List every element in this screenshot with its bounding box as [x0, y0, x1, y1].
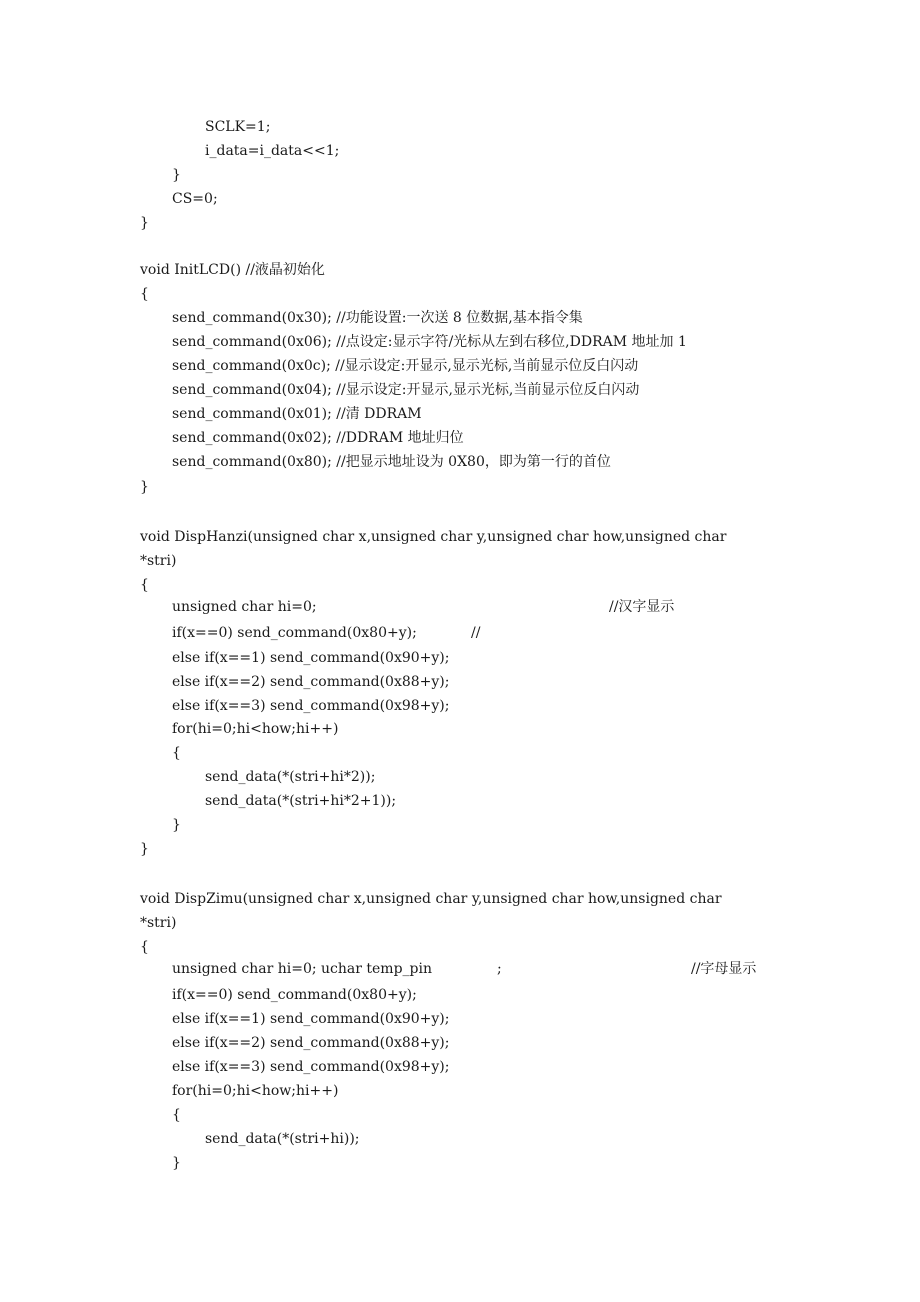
code-line: } [172, 167, 181, 183]
code-comment: // [471, 625, 481, 641]
code-comment: //汉字显示 [609, 599, 675, 615]
function-signature: void DispZimu(unsigned char x,unsigned char y,unsigned char how,unsigned char [140, 891, 722, 907]
code-line: else if(x==2) send_command(0x88+y); [172, 1035, 450, 1051]
code-line: } [140, 841, 149, 857]
code-line: ; [497, 961, 502, 977]
code-line: else if(x==1) send_command(0x90+y); [172, 650, 450, 666]
code-line: unsigned char hi=0; uchar temp_pin [172, 961, 432, 977]
code-line: if(x==0) send_command(0x80+y); [172, 987, 417, 1003]
code-line: send_command(0x80); //把显示地址设为 0X80，即为第一行的首位 [172, 454, 611, 470]
code-line: { [172, 745, 181, 761]
code-line: unsigned char hi=0; [172, 599, 317, 615]
code-line: send_data(*(stri+hi)); [205, 1131, 360, 1147]
code-line: send_command(0x02); //DDRAM 地址归位 [172, 430, 464, 446]
code-line: *stri) [140, 915, 177, 931]
code-line: else if(x==3) send_command(0x98+y); [172, 698, 450, 714]
code-line: } [172, 817, 181, 833]
code-line: else if(x==2) send_command(0x88+y); [172, 674, 450, 690]
code-line: send_command(0x01); //清 DDRAM [172, 406, 422, 422]
code-line: { [140, 577, 149, 593]
code-line: *stri) [140, 553, 177, 569]
code-line: } [140, 215, 149, 231]
code-line: send_data(*(stri+hi*2)); [205, 769, 376, 785]
code-line: if(x==0) send_command(0x80+y); [172, 625, 417, 641]
code-line: SCLK=1; [205, 119, 271, 135]
code-line: send_command(0x0c); //显示设定:开显示,显示光标,当前显示位反白闪动 [172, 358, 639, 374]
code-line: send_command(0x06); //点设定:显示字符/光标从左到右移位,DDRAM 地址加 1 [172, 334, 687, 350]
function-signature: void InitLCD() //液晶初始化 [140, 262, 325, 278]
function-signature: void DispHanzi(unsigned char x,unsigned char y,unsigned char how,unsigned char [140, 529, 727, 545]
code-line: else if(x==1) send_command(0x90+y); [172, 1011, 450, 1027]
code-line: } [140, 479, 149, 495]
code-line: send_command(0x30); //功能设置:一次送 8 位数据,基本指令集 [172, 310, 583, 326]
code-line: } [172, 1155, 181, 1171]
code-line: send_command(0x04); //显示设定:开显示,显示光标,当前显示位反白闪动 [172, 382, 640, 398]
code-line: send_data(*(stri+hi*2+1)); [205, 793, 397, 809]
code-comment: //字母显示 [691, 961, 757, 977]
code-line: { [140, 939, 149, 955]
code-line: { [172, 1107, 181, 1123]
code-line: CS=0; [172, 191, 218, 207]
code-line: for(hi=0;hi<how;hi++) [172, 721, 339, 737]
code-line: i_data=i_data<<1; [205, 143, 340, 159]
code-line: { [140, 286, 149, 302]
code-line: for(hi=0;hi<how;hi++) [172, 1083, 339, 1099]
code-line: else if(x==3) send_command(0x98+y); [172, 1059, 450, 1075]
